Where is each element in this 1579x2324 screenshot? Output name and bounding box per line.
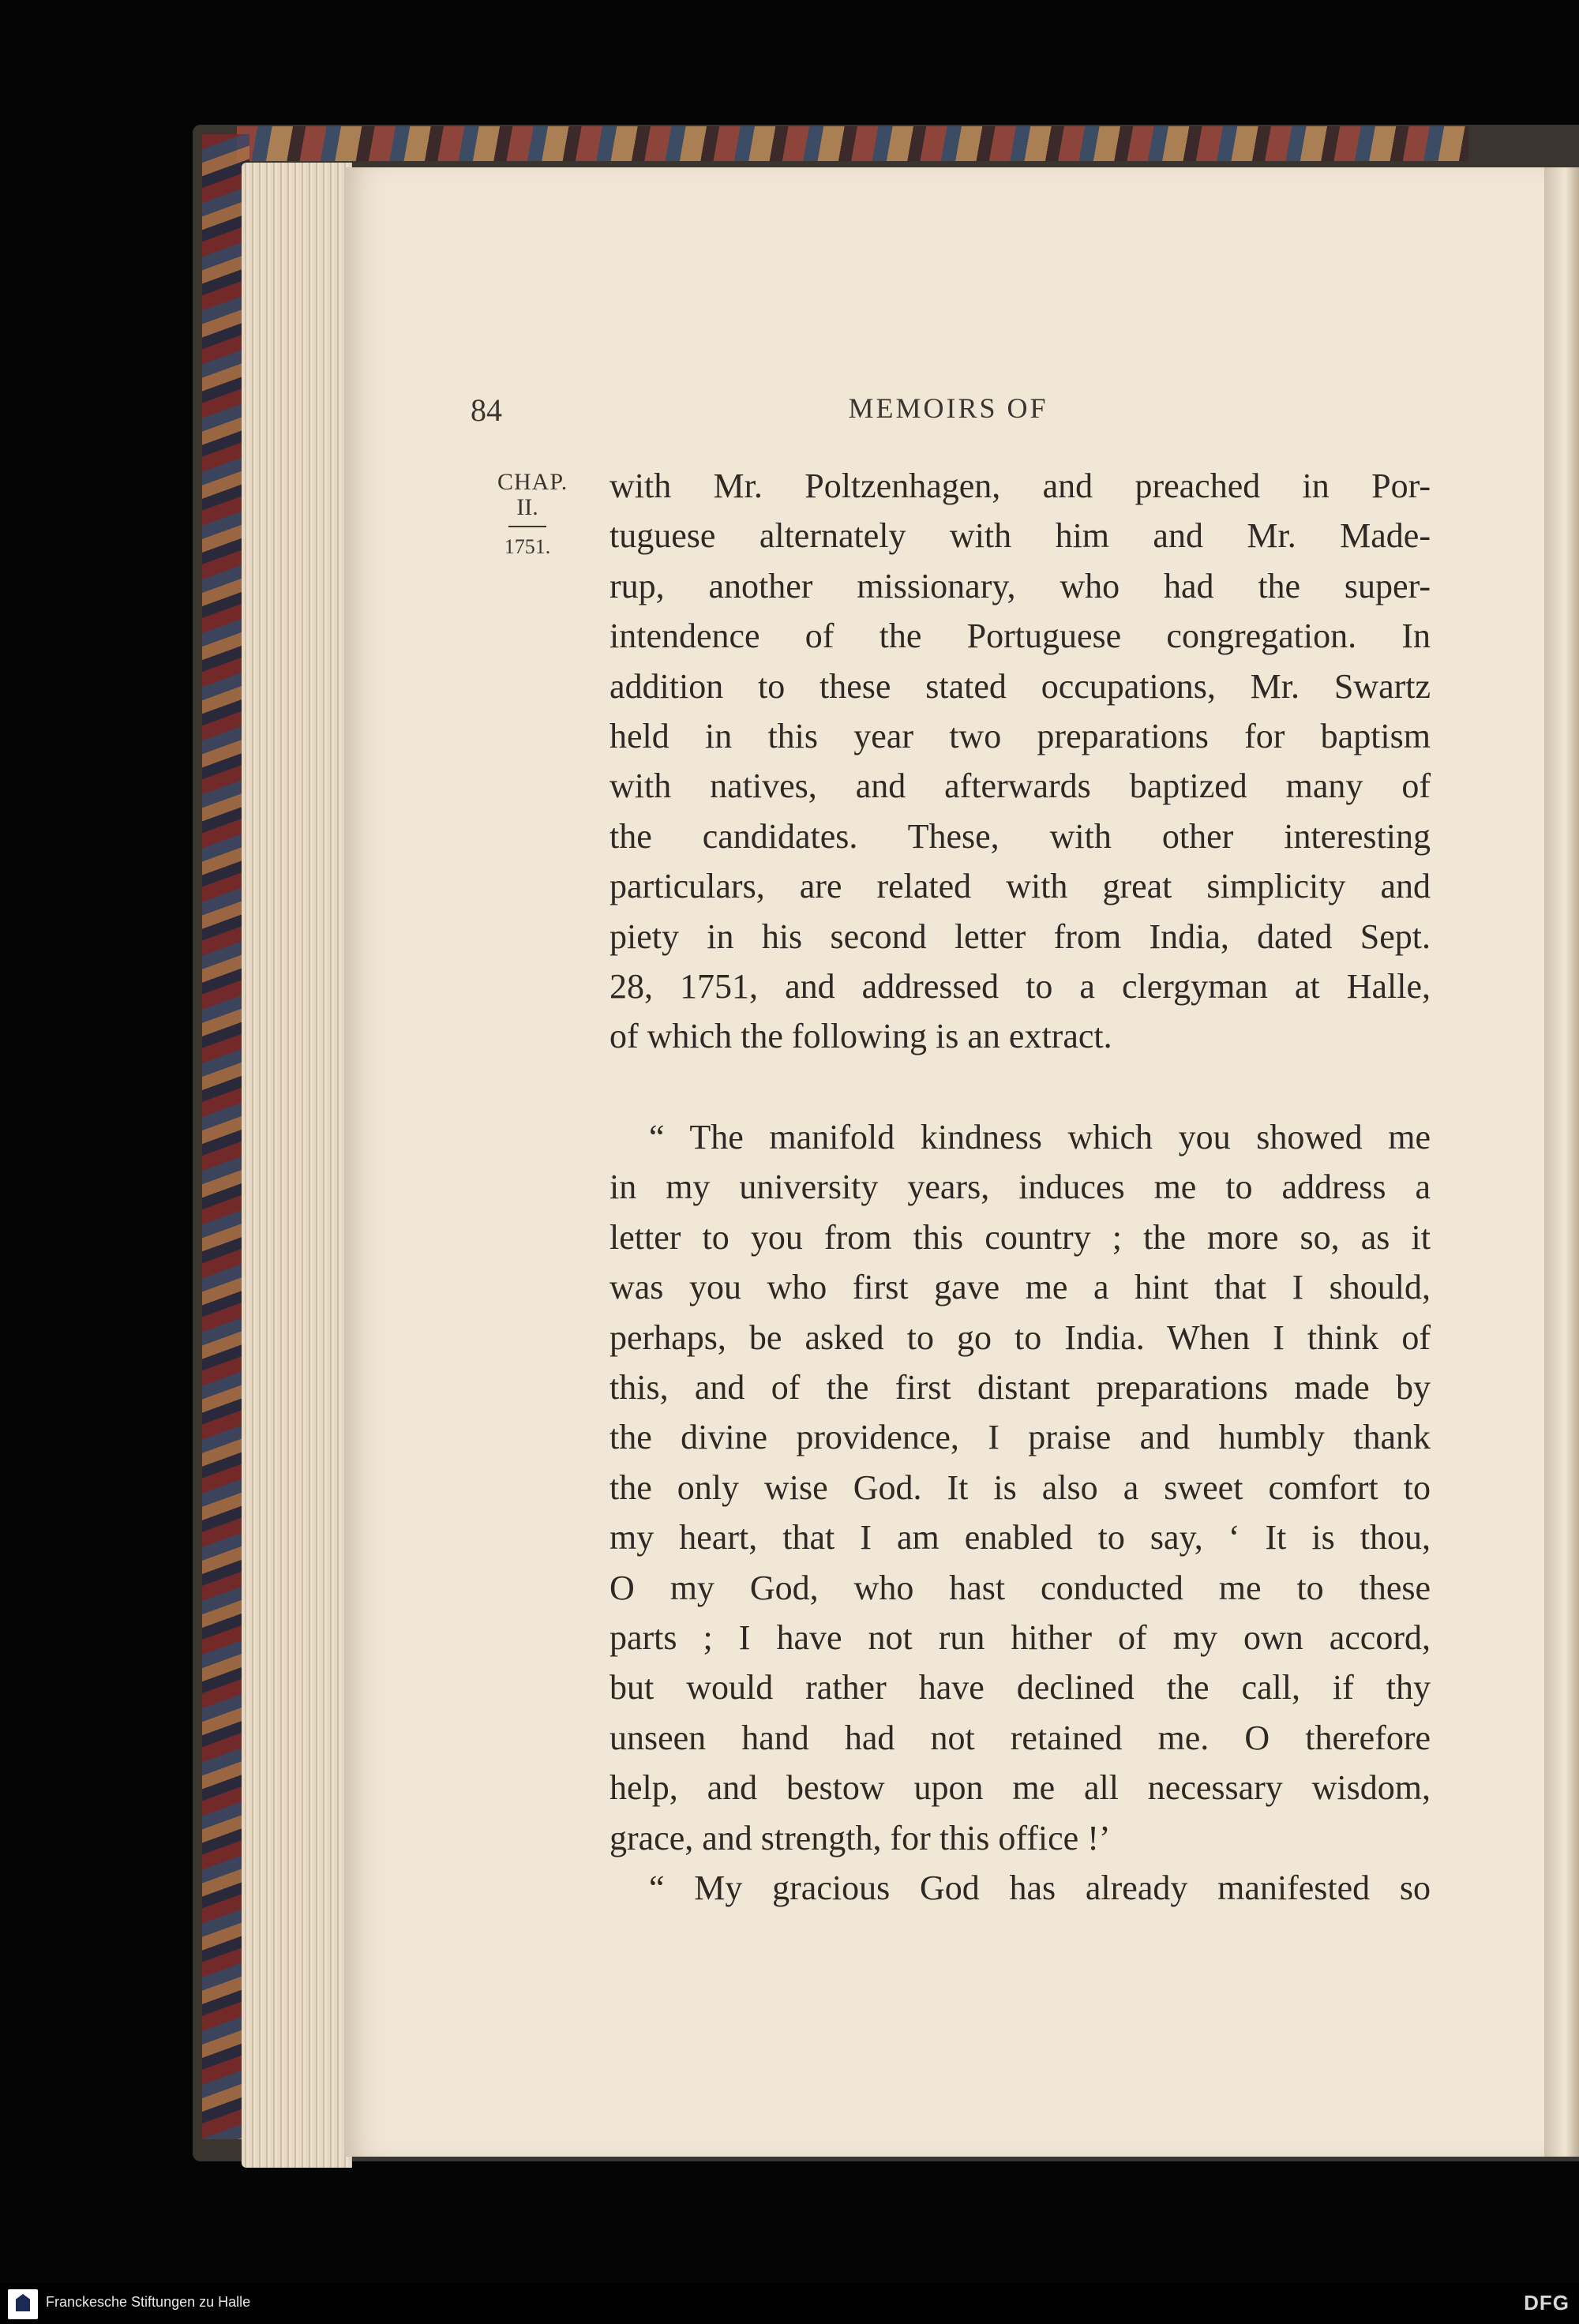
- text-line: “ My gracious God has already manifested so: [649, 1868, 1431, 1907]
- text-line: in my university years, induces me to address a: [609, 1168, 1431, 1207]
- text-line: the divine providence, I praise and humbly thank: [609, 1418, 1431, 1457]
- margin-rule: [508, 526, 546, 527]
- text-line: with Mr. Poltzenhagen, and preached in Por-: [609, 467, 1431, 505]
- margin-note: [497, 469, 568, 559]
- text-line: grace, and strength, for this office !’: [609, 1818, 1111, 1857]
- text-line: intendence of the Portuguese congregation. In: [609, 617, 1431, 656]
- text-line: perhaps, be asked to go to India. When I think of: [609, 1318, 1431, 1357]
- body-text: [609, 461, 1431, 1913]
- text-line: O my God, who hast conducted me to these: [609, 1568, 1431, 1607]
- text-line: the only wise God. It is also a sweet comfort to: [609, 1467, 1431, 1507]
- text-line: with natives, and afterwards baptized many of: [609, 767, 1431, 806]
- margin-year: 1751.: [504, 535, 551, 558]
- institution-logo-icon: [8, 2289, 38, 2319]
- text-line: “ The manifold kindness which you showed me: [649, 1117, 1431, 1156]
- text-line: was you who first gave me a hint that I should,: [609, 1268, 1431, 1307]
- footer-bar: [0, 2283, 1579, 2324]
- text-line: of which the following is an extract.: [609, 1017, 1112, 1056]
- text-line: parts ; I have not run hither of my own accord,: [609, 1617, 1431, 1657]
- text-line: letter to you from this country ; the more so, as it: [609, 1217, 1431, 1257]
- text-line: piety in his second letter from India, dated Sept.: [609, 916, 1431, 956]
- text-line: addition to these stated occupations, Mr. Swartz: [609, 666, 1431, 706]
- text-line: particulars, are related with great simplicity and: [609, 867, 1431, 906]
- text-line: rup, another missionary, who had the super-: [609, 566, 1431, 605]
- text-line: the candidates. These, with other interesting: [609, 816, 1431, 856]
- text-line: but would rather have declined the call, if thy: [609, 1668, 1431, 1707]
- marbled-top-edge: [237, 126, 1468, 161]
- facing-page-edge: [1544, 167, 1579, 2157]
- paragraph-gap: [609, 1062, 1431, 1112]
- chapter-number: II.: [516, 494, 538, 520]
- running-title: MEMOIRS OF: [848, 392, 1048, 424]
- page-edges: [242, 163, 352, 2168]
- text-line: this, and of the first distant preparations made by: [609, 1367, 1431, 1407]
- chapter-label: CHAP.: [497, 469, 568, 495]
- institution-name: Franckesche Stiftungen zu Halle: [46, 2294, 251, 2310]
- text-line: unseen hand had not retained me. O therefore: [609, 1718, 1431, 1757]
- text-line: 28, 1751, and addressed to a clergyman at Halle,: [609, 967, 1431, 1006]
- text-line: help, and bestow upon me all necessary wisdom,: [609, 1768, 1431, 1808]
- page-number: 84: [471, 392, 502, 428]
- dfg-logo: DFG: [1524, 2291, 1570, 2315]
- text-line: my heart, that I am enabled to say, ‘ It is thou,: [609, 1518, 1431, 1557]
- text-line: held in this year two preparations for baptism: [609, 717, 1431, 756]
- text-line: tuguese alternately with him and Mr. Made-: [609, 516, 1431, 556]
